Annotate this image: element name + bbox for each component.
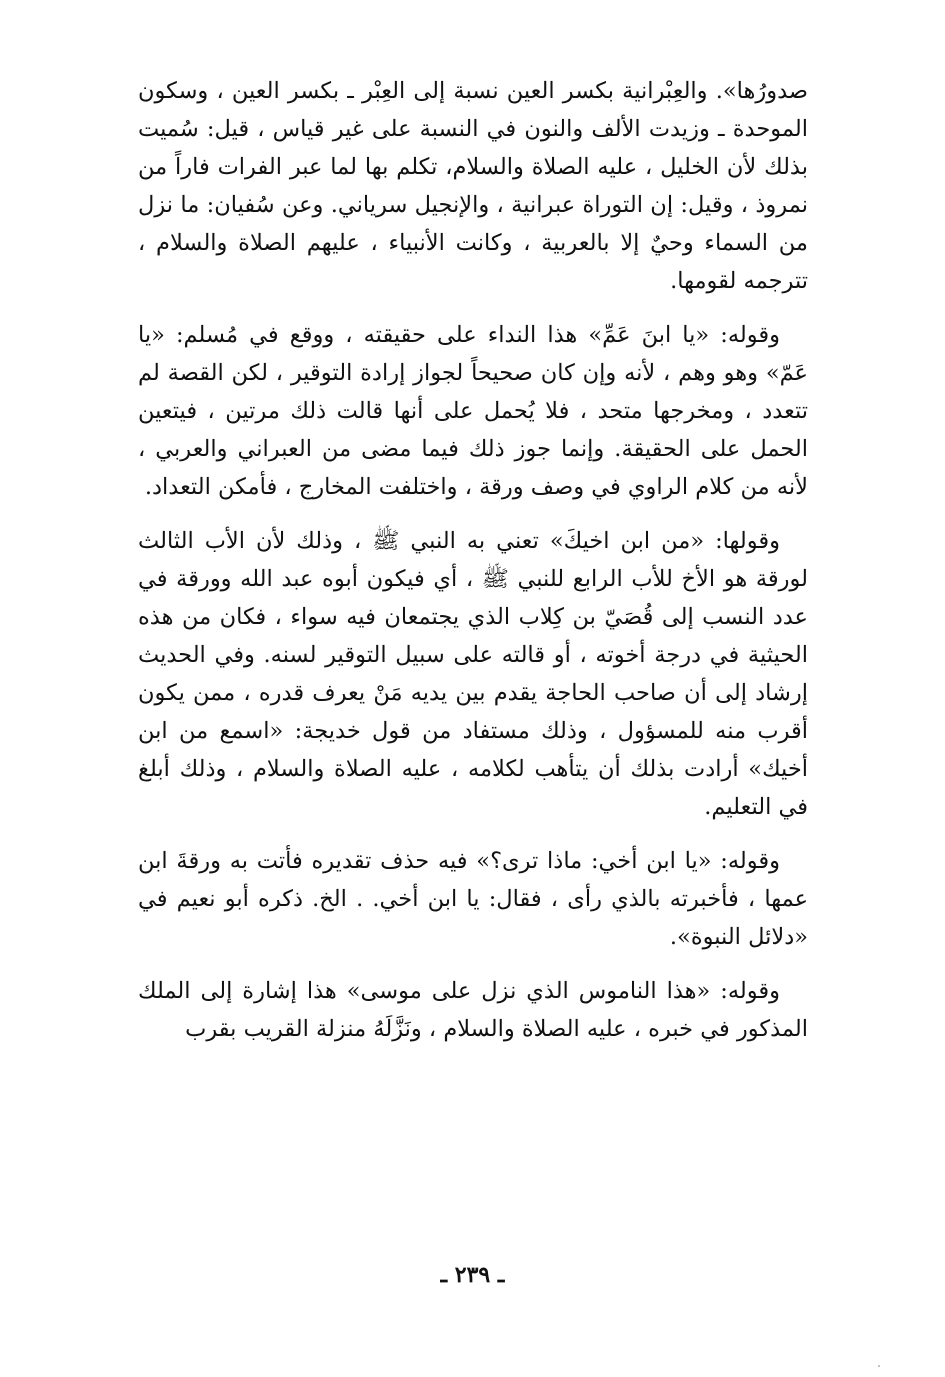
paragraph-1: صدورُها». والعِبْرانية بكسر العين نسبة إلى العِبْر ـ بكسر العين ، وسكون الموحدة ـ وزيدت الألف والنون في النسبة على غير قياس ، قيل: سُميت بذلك لأن الخليل ، عليه الصلاة والسلام، تكلم بها لما عبر الفرات فاراً من نمروذ ، وقيل: إن التوراة عبرانية ، والإنجيل سرياني. وعن سُفيان: ما نزل من السماء وحيٌ إلا بالعربية ، وكانت الأنبياء ، عليهم الصلاة والسلام ، تترجمه لقومها. (138, 78, 808, 294)
body-text (138, 72, 808, 1064)
page-number: ـ ٢٣٩ ـ (440, 1262, 505, 1288)
paragraph-5: وقوله: «هذا الناموس الذي نزل على موسى» هذا إشارة إلى الملك المذكور في خبره ، عليه الصلاة والسلام ، ونَزَّلَهُ منزلة القريب بقرب (138, 978, 808, 1042)
paragraph-3: وقولها: «من ابن اخيكَ» تعني به النبي ﷺ ، وذلك لأن الأب الثالث لورقة هو الأخ للأب الرابع للنبي ﷺ ، أي فيكون أبوه عبد الله وورقة في عدد النسب إلى قُصَيّ بن كِلاب الذي يجتمعان فيه سواء ، فكان من هذه الحيثية في درجة أخوته ، أو قالته على سبيل التوقير لسنه. وفي الحديث إرشاد إلى أن صاحب الحاجة يقدم بين يديه مَنْ يعرف قدره ، ممن يكون أقرب منه للمسؤول ، وذلك مستفاد من قول خديجة: «اسمع من ابن أخيك» أرادت بذلك أن يتأهب لكلامه ، عليه الصلاة والسلام ، وذلك أبلغ في التعليم. (138, 528, 808, 820)
paragraph-4: وقوله: «يا ابن أخي: ماذا ترى؟» فيه حذف تقديره فأتت به ورقةَ ابن عمها ، فأخبرته بالذي رأى ، فقال: يا ابن أخي. . الخ. ذكره أبو نعيم في «دلائل النبوة». (138, 848, 808, 950)
paragraph-2: وقوله: «يا ابنَ عَمِّ» هذا النداء على حقيقته ، ووقع في مُسلم: «يا عَمّ» وهو وهم ، لأنه وإن كان صحيحاً لجواز إرادة التوقير ، لكن القصة لم تتعدد ، ومخرجها متحد ، فلا يُحمل على أنها قالت ذلك مرتين ، فيتعين الحمل على الحقيقة. وإنما جوز ذلك فيما مضى من العبراني والعربي ، لأنه من كلام الراوي في وصف ورقة ، واختلفت المخارج ، فأمكن التعداد. (138, 322, 808, 500)
scan-speck (878, 1365, 880, 1367)
